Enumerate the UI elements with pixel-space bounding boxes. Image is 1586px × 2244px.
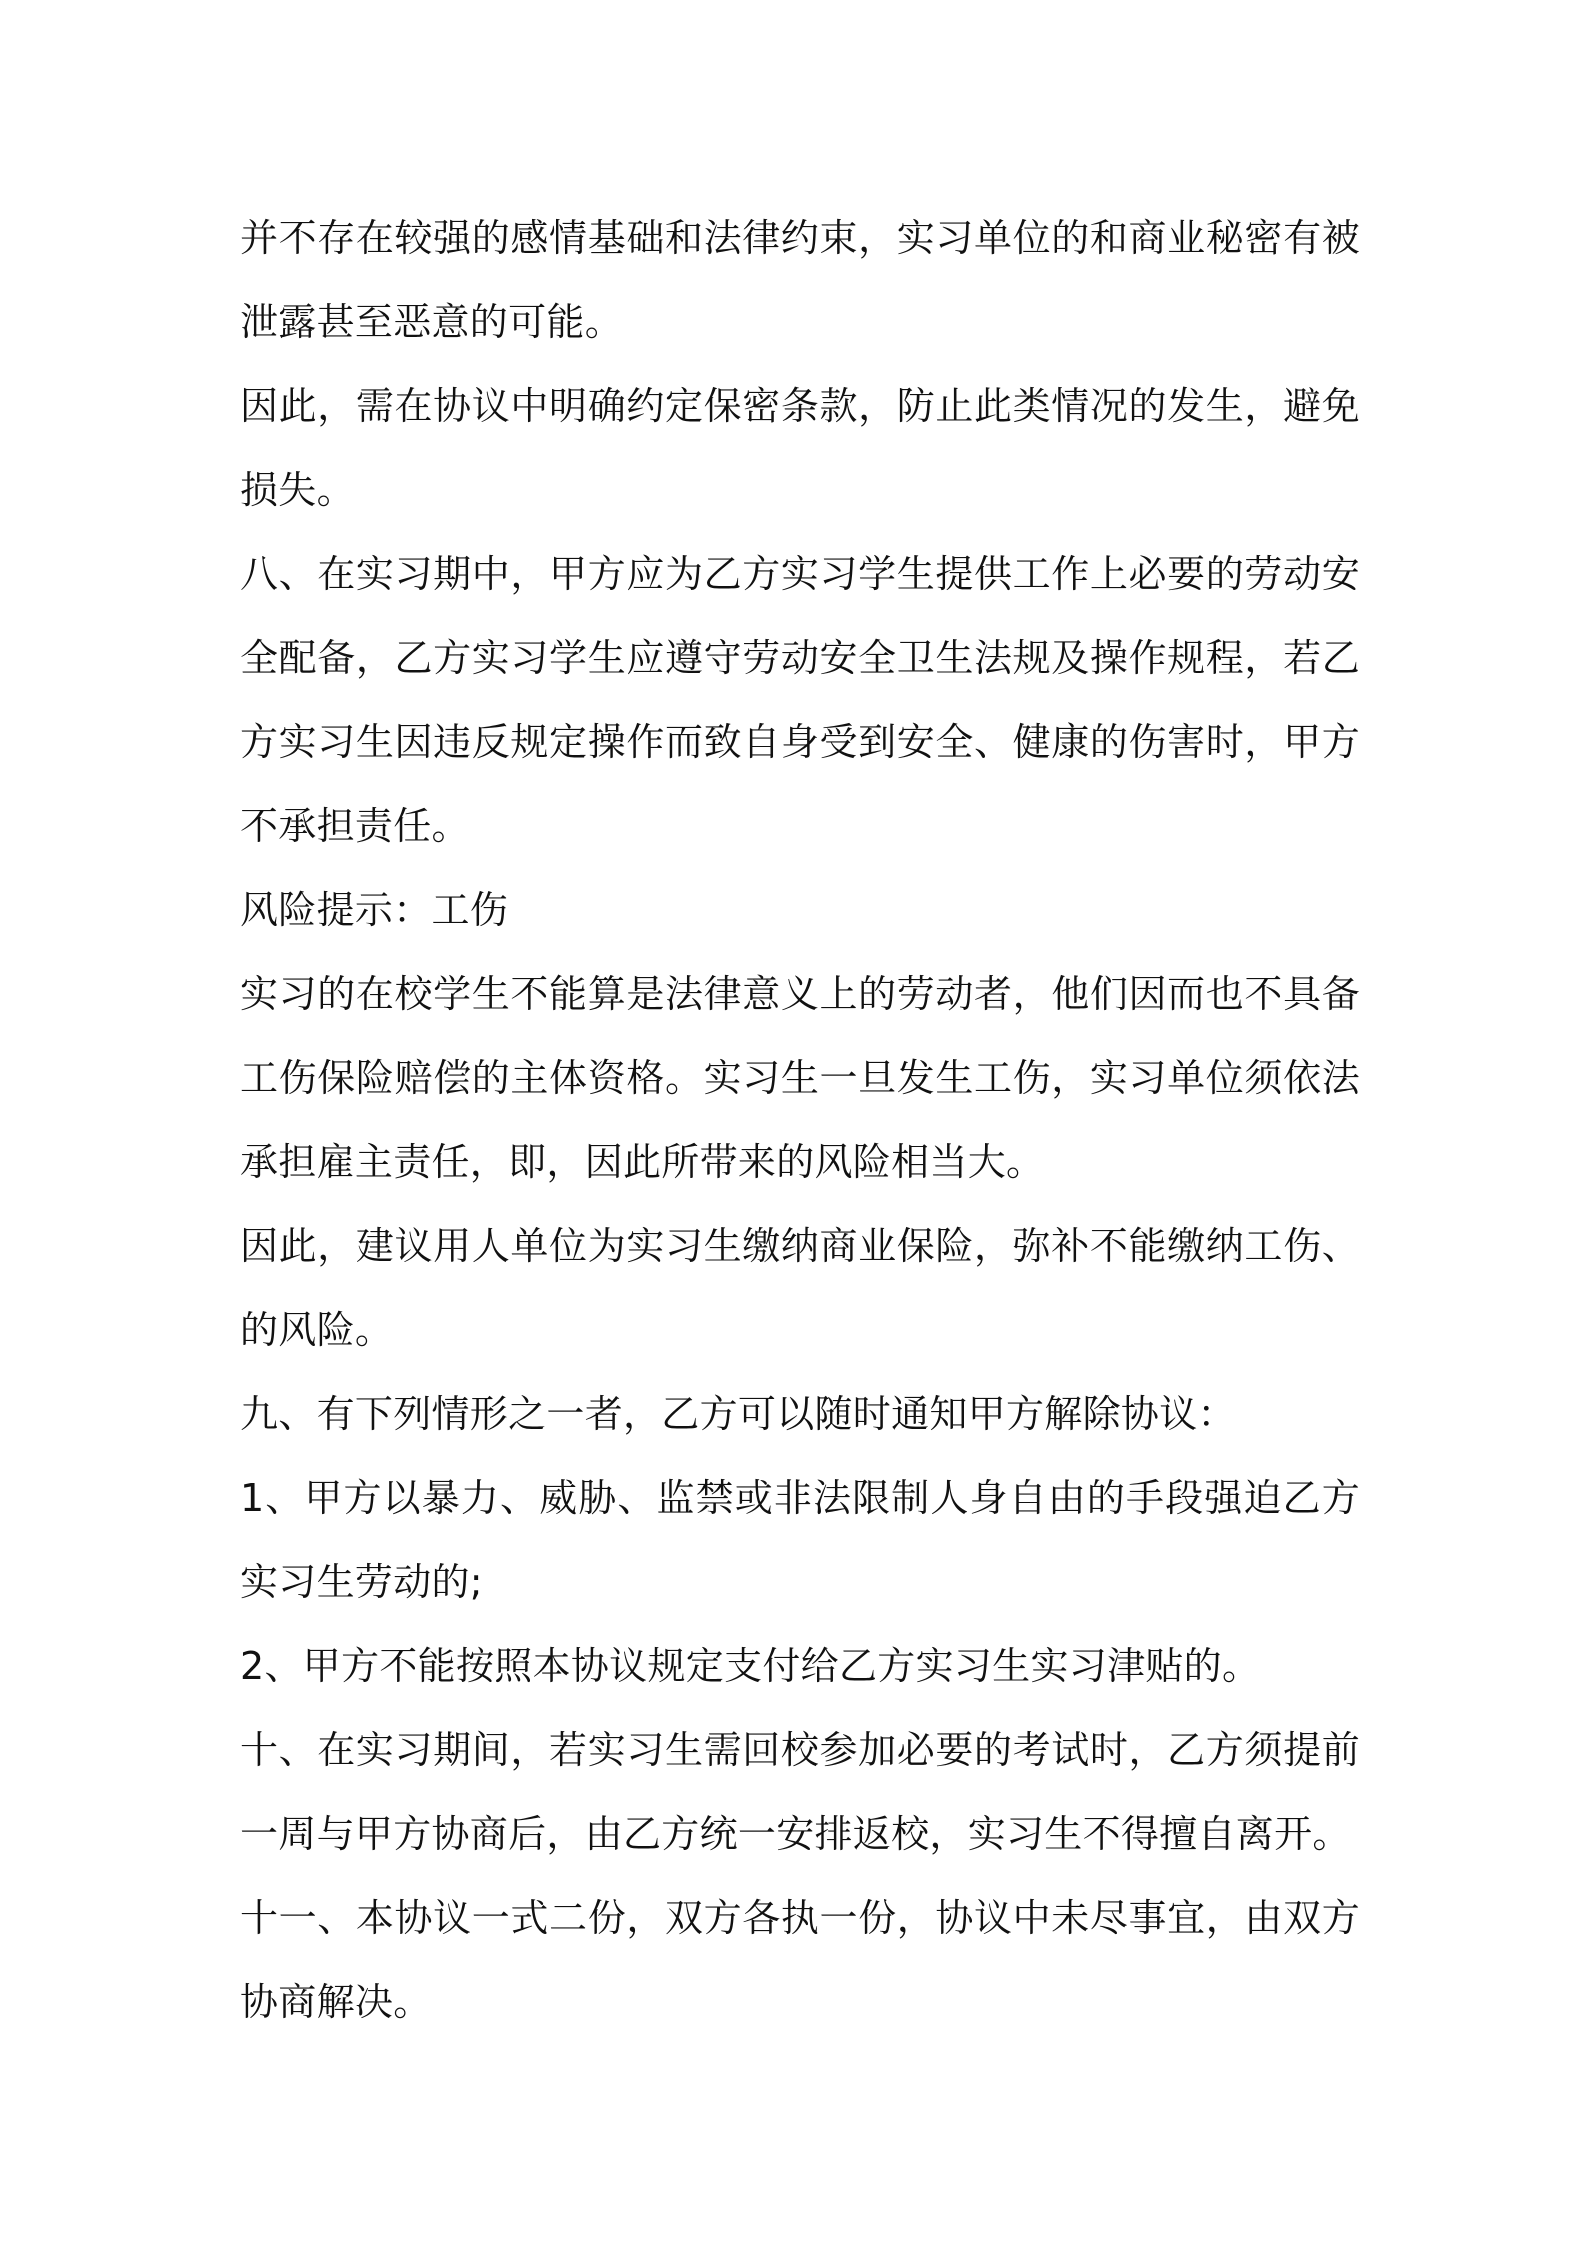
paragraph-clause-9: 九、有下列情形之一者，乙方可以随时通知甲方解除协议： [240,1392,1236,1436]
paragraph-clause-11: 十一、本协议一式二份，双方各执一份，协议中未尽事宜，由双方协商解决。 [240,1896,1360,2024]
document-body [240,196,1360,2044]
paragraph-clause-8: 八、在实习期中，甲方应为乙方实习学生提供工作上必要的劳动安全配备，乙方实习学生应遵守劳动安全卫生法规及操作规程，若乙方实习生因违反规定操作而致自身受到安全、健康的伤害时，甲方不承担责任。 [240,552,1360,848]
paragraph-clause-9-item-1: 1、甲方以暴力、威胁、监禁或非法限制人身自由的手段强迫乙方实习生劳动的; [240,1476,1360,1604]
paragraph-confidentiality-risk: 并不存在较强的感情基础和法律约束，实习单位的和商业秘密有被泄露甚至恶意的可能。 [240,216,1360,344]
paragraph-insurance-advice: 因此，建议用人单位为实习生缴纳商业保险，弥补不能缴纳工伤、的风险。 [240,1224,1360,1352]
paragraph-injury-risk: 实习的在校学生不能算是法律意义上的劳动者，他们因而也不具备工伤保险赔偿的主体资格。实习生一旦发生工伤，实习单位须依法承担雇主责任，即，因此所带来的风险相当大。 [240,972,1360,1184]
paragraph-clause-10: 十、在实习期间，若实习生需回校参加必要的考试时，乙方须提前一周与甲方协商后，由乙方统一安排返校，实习生不得擅自离开。 [240,1728,1360,1856]
paragraph-risk-heading: 风险提示：工伤 [240,888,509,932]
paragraph-confidentiality-advice: 因此，需在协议中明确约定保密条款，防止此类情况的发生，避免损失。 [240,384,1360,512]
paragraph-clause-9-item-2: 2、甲方不能按照本协议规定支付给乙方实习生实习津贴的。 [240,1644,1261,1688]
